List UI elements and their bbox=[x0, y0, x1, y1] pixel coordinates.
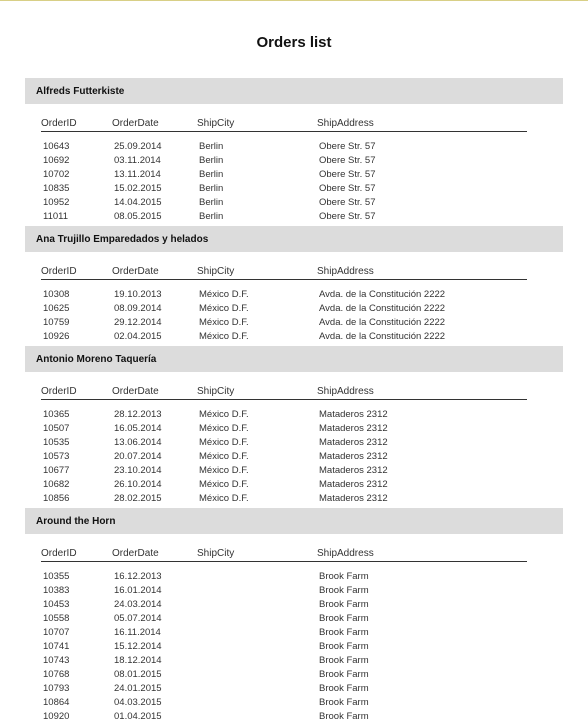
cell-shipaddress: Brook Farm bbox=[319, 640, 369, 652]
cell-shipaddress: Obere Str. 57 bbox=[319, 210, 376, 222]
customer-name: Ana Trujillo Emparedados y helados bbox=[36, 233, 209, 245]
cell-shipcity: Berlin bbox=[199, 154, 224, 166]
cell-orderid: 10558 bbox=[43, 612, 70, 624]
cell-shipcity: México D.F. bbox=[199, 464, 249, 476]
cell-orderdate: 24.03.2014 bbox=[114, 598, 162, 610]
cell-orderdate: 19.10.2013 bbox=[114, 288, 162, 300]
table-row bbox=[43, 491, 563, 505]
table-row bbox=[43, 139, 563, 153]
cell-orderdate: 26.10.2014 bbox=[114, 478, 162, 490]
cell-shipcity: México D.F. bbox=[199, 408, 249, 420]
cell-orderid: 10768 bbox=[43, 668, 70, 680]
cell-orderdate: 04.03.2015 bbox=[114, 696, 162, 708]
cell-shipaddress: Brook Farm bbox=[319, 584, 369, 596]
customer-group bbox=[25, 508, 563, 726]
cell-orderid: 10453 bbox=[43, 598, 70, 610]
cell-orderid: 10507 bbox=[43, 422, 70, 434]
table-row bbox=[43, 287, 563, 301]
cell-orderdate: 08.05.2015 bbox=[114, 210, 162, 222]
column-header-row bbox=[41, 260, 527, 280]
col-header-orderdate: OrderDate bbox=[112, 386, 159, 397]
cell-shipaddress: Avda. de la Constitución 2222 bbox=[319, 288, 446, 300]
table-row bbox=[43, 653, 563, 667]
cell-orderdate: 14.04.2015 bbox=[114, 196, 162, 208]
cell-shipaddress: Avda. de la Constitución 2222 bbox=[319, 302, 446, 314]
table-row bbox=[43, 195, 563, 209]
table-row bbox=[43, 421, 563, 435]
table-row bbox=[43, 153, 563, 167]
column-header-row bbox=[41, 542, 527, 562]
cell-orderid: 11011 bbox=[43, 210, 69, 222]
cell-orderdate: 29.12.2014 bbox=[114, 316, 162, 328]
cell-shipaddress: Avda. de la Constitución 2222 bbox=[319, 316, 446, 328]
cell-shipcity: Berlin bbox=[199, 182, 224, 194]
cell-orderdate: 28.12.2013 bbox=[114, 408, 162, 420]
cell-orderdate: 08.09.2014 bbox=[114, 302, 162, 314]
cell-shipaddress: Obere Str. 57 bbox=[319, 168, 376, 180]
group-body bbox=[25, 534, 563, 726]
cell-orderid: 10920 bbox=[43, 710, 70, 722]
table-row bbox=[43, 583, 563, 597]
col-header-orderdate: OrderDate bbox=[112, 118, 159, 129]
cell-shipaddress: Brook Farm bbox=[319, 598, 369, 610]
cell-shipaddress: Brook Farm bbox=[319, 696, 369, 708]
cell-orderid: 10952 bbox=[43, 196, 70, 208]
cell-orderdate: 28.02.2015 bbox=[114, 492, 162, 504]
cell-orderdate: 13.11.2014 bbox=[114, 168, 161, 180]
cell-orderid: 10702 bbox=[43, 168, 70, 180]
customer-name: Antonio Moreno Taquería bbox=[36, 353, 157, 365]
cell-shipcity: México D.F. bbox=[199, 436, 249, 448]
col-header-shipcity: ShipCity bbox=[197, 386, 235, 397]
cell-shipcity: México D.F. bbox=[199, 330, 249, 342]
cell-shipcity: México D.F. bbox=[199, 288, 249, 300]
cell-orderid: 10677 bbox=[43, 464, 70, 476]
col-header-orderid: OrderID bbox=[41, 118, 77, 129]
cell-shipaddress: Mataderos 2312 bbox=[319, 478, 388, 490]
cell-shipcity: México D.F. bbox=[199, 492, 249, 504]
cell-shipaddress: Obere Str. 57 bbox=[319, 196, 376, 208]
cell-shipaddress: Mataderos 2312 bbox=[319, 422, 388, 434]
cell-orderdate: 25.09.2014 bbox=[114, 140, 162, 152]
customer-group bbox=[25, 226, 563, 346]
customer-name: Alfreds Futterkiste bbox=[36, 85, 125, 97]
cell-orderdate: 15.12.2014 bbox=[114, 640, 162, 652]
cell-shipaddress: Mataderos 2312 bbox=[319, 464, 388, 476]
cell-orderid: 10573 bbox=[43, 450, 70, 462]
top-border-line bbox=[0, 0, 588, 1]
cell-shipaddress: Brook Farm bbox=[319, 570, 369, 582]
cell-shipaddress: Brook Farm bbox=[319, 612, 369, 624]
cell-shipcity: Berlin bbox=[199, 168, 224, 180]
cell-orderid: 10856 bbox=[43, 492, 70, 504]
col-header-orderid: OrderID bbox=[41, 548, 77, 559]
table-row bbox=[43, 639, 563, 653]
col-header-shipaddress: ShipAddress bbox=[317, 386, 374, 397]
customer-group bbox=[25, 346, 563, 508]
table-row bbox=[43, 167, 563, 181]
cell-orderid: 10355 bbox=[43, 570, 70, 582]
table-row bbox=[43, 435, 563, 449]
cell-orderid: 10535 bbox=[43, 436, 70, 448]
cell-orderdate: 08.01.2015 bbox=[114, 668, 162, 680]
table-row bbox=[43, 709, 563, 723]
cell-orderdate: 16.11.2014 bbox=[114, 626, 161, 638]
cell-orderdate: 16.12.2013 bbox=[114, 570, 162, 582]
cell-orderid: 10308 bbox=[43, 288, 70, 300]
group-header bbox=[25, 78, 563, 104]
table-row bbox=[43, 463, 563, 477]
cell-orderdate: 01.04.2015 bbox=[114, 710, 162, 722]
cell-orderid: 10926 bbox=[43, 330, 70, 342]
group-body bbox=[25, 104, 563, 226]
cell-shipcity: México D.F. bbox=[199, 450, 249, 462]
cell-orderid: 10759 bbox=[43, 316, 70, 328]
group-header bbox=[25, 346, 563, 372]
table-row bbox=[43, 695, 563, 709]
cell-shipaddress: Mataderos 2312 bbox=[319, 408, 388, 420]
table-row bbox=[43, 181, 563, 195]
cell-orderdate: 05.07.2014 bbox=[114, 612, 162, 624]
table-row bbox=[43, 597, 563, 611]
col-header-shipcity: ShipCity bbox=[197, 548, 235, 559]
cell-shipaddress: Obere Str. 57 bbox=[319, 140, 376, 152]
col-header-shipaddress: ShipAddress bbox=[317, 266, 374, 277]
cell-orderdate: 24.01.2015 bbox=[114, 682, 162, 694]
cell-orderdate: 16.01.2014 bbox=[114, 584, 162, 596]
cell-shipcity: México D.F. bbox=[199, 478, 249, 490]
cell-shipcity: México D.F. bbox=[199, 316, 249, 328]
col-header-shipaddress: ShipAddress bbox=[317, 118, 374, 129]
group-header bbox=[25, 226, 563, 252]
cell-orderid: 10741 bbox=[43, 640, 70, 652]
cell-shipaddress: Avda. de la Constitución 2222 bbox=[319, 330, 446, 342]
table-row bbox=[43, 449, 563, 463]
column-header-row bbox=[41, 380, 527, 400]
table-row bbox=[43, 477, 563, 491]
table-row bbox=[43, 681, 563, 695]
table-row bbox=[43, 407, 563, 421]
column-header-row bbox=[41, 112, 527, 132]
customer-name: Around the Horn bbox=[36, 515, 116, 527]
cell-orderdate: 02.04.2015 bbox=[114, 330, 162, 342]
cell-shipaddress: Mataderos 2312 bbox=[319, 450, 388, 462]
table-row bbox=[43, 315, 563, 329]
cell-shipaddress: Brook Farm bbox=[319, 668, 369, 680]
customer-group bbox=[25, 78, 563, 226]
cell-orderdate: 16.05.2014 bbox=[114, 422, 162, 434]
cell-orderdate: 15.02.2015 bbox=[114, 182, 162, 194]
cell-shipaddress: Brook Farm bbox=[319, 654, 369, 666]
group-body bbox=[25, 372, 563, 508]
group-header bbox=[25, 508, 563, 534]
report-title: Orders list bbox=[256, 34, 332, 51]
cell-orderid: 10864 bbox=[43, 696, 70, 708]
cell-orderdate: 23.10.2014 bbox=[114, 464, 162, 476]
cell-shipaddress: Brook Farm bbox=[319, 626, 369, 638]
col-header-shipcity: ShipCity bbox=[197, 118, 235, 129]
cell-orderid: 10383 bbox=[43, 584, 70, 596]
cell-orderid: 10692 bbox=[43, 154, 70, 166]
cell-shipaddress: Brook Farm bbox=[319, 710, 369, 722]
table-row bbox=[43, 625, 563, 639]
col-header-orderid: OrderID bbox=[41, 386, 77, 397]
cell-shipaddress: Brook Farm bbox=[319, 682, 369, 694]
cell-shipaddress: Mataderos 2312 bbox=[319, 492, 388, 504]
col-header-orderdate: OrderDate bbox=[112, 266, 159, 277]
cell-orderid: 10707 bbox=[43, 626, 70, 638]
cell-orderid: 10625 bbox=[43, 302, 70, 314]
cell-orderid: 10835 bbox=[43, 182, 70, 194]
cell-shipcity: México D.F. bbox=[199, 302, 249, 314]
col-header-orderid: OrderID bbox=[41, 266, 77, 277]
group-body bbox=[25, 252, 563, 346]
order-groups bbox=[25, 78, 563, 726]
table-row bbox=[43, 329, 563, 343]
table-row bbox=[43, 667, 563, 681]
cell-shipcity: Berlin bbox=[199, 210, 224, 222]
cell-orderid: 10793 bbox=[43, 682, 70, 694]
cell-orderid: 10643 bbox=[43, 140, 70, 152]
cell-orderdate: 18.12.2014 bbox=[114, 654, 162, 666]
table-row bbox=[43, 611, 563, 625]
cell-orderdate: 03.11.2014 bbox=[114, 154, 161, 166]
cell-orderid: 10682 bbox=[43, 478, 70, 490]
cell-shipaddress: Obere Str. 57 bbox=[319, 182, 376, 194]
cell-shipcity: México D.F. bbox=[199, 422, 249, 434]
col-header-shipcity: ShipCity bbox=[197, 266, 235, 277]
col-header-orderdate: OrderDate bbox=[112, 548, 159, 559]
cell-orderdate: 13.06.2014 bbox=[114, 436, 162, 448]
cell-orderid: 10743 bbox=[43, 654, 70, 666]
cell-shipaddress: Obere Str. 57 bbox=[319, 154, 376, 166]
cell-shipcity: Berlin bbox=[199, 196, 224, 208]
cell-orderid: 10365 bbox=[43, 408, 70, 420]
cell-shipaddress: Mataderos 2312 bbox=[319, 436, 388, 448]
col-header-shipaddress: ShipAddress bbox=[317, 548, 374, 559]
table-row bbox=[43, 569, 563, 583]
table-row bbox=[43, 209, 563, 223]
cell-orderdate: 20.07.2014 bbox=[114, 450, 162, 462]
table-row bbox=[43, 301, 563, 315]
cell-shipcity: Berlin bbox=[199, 140, 224, 152]
